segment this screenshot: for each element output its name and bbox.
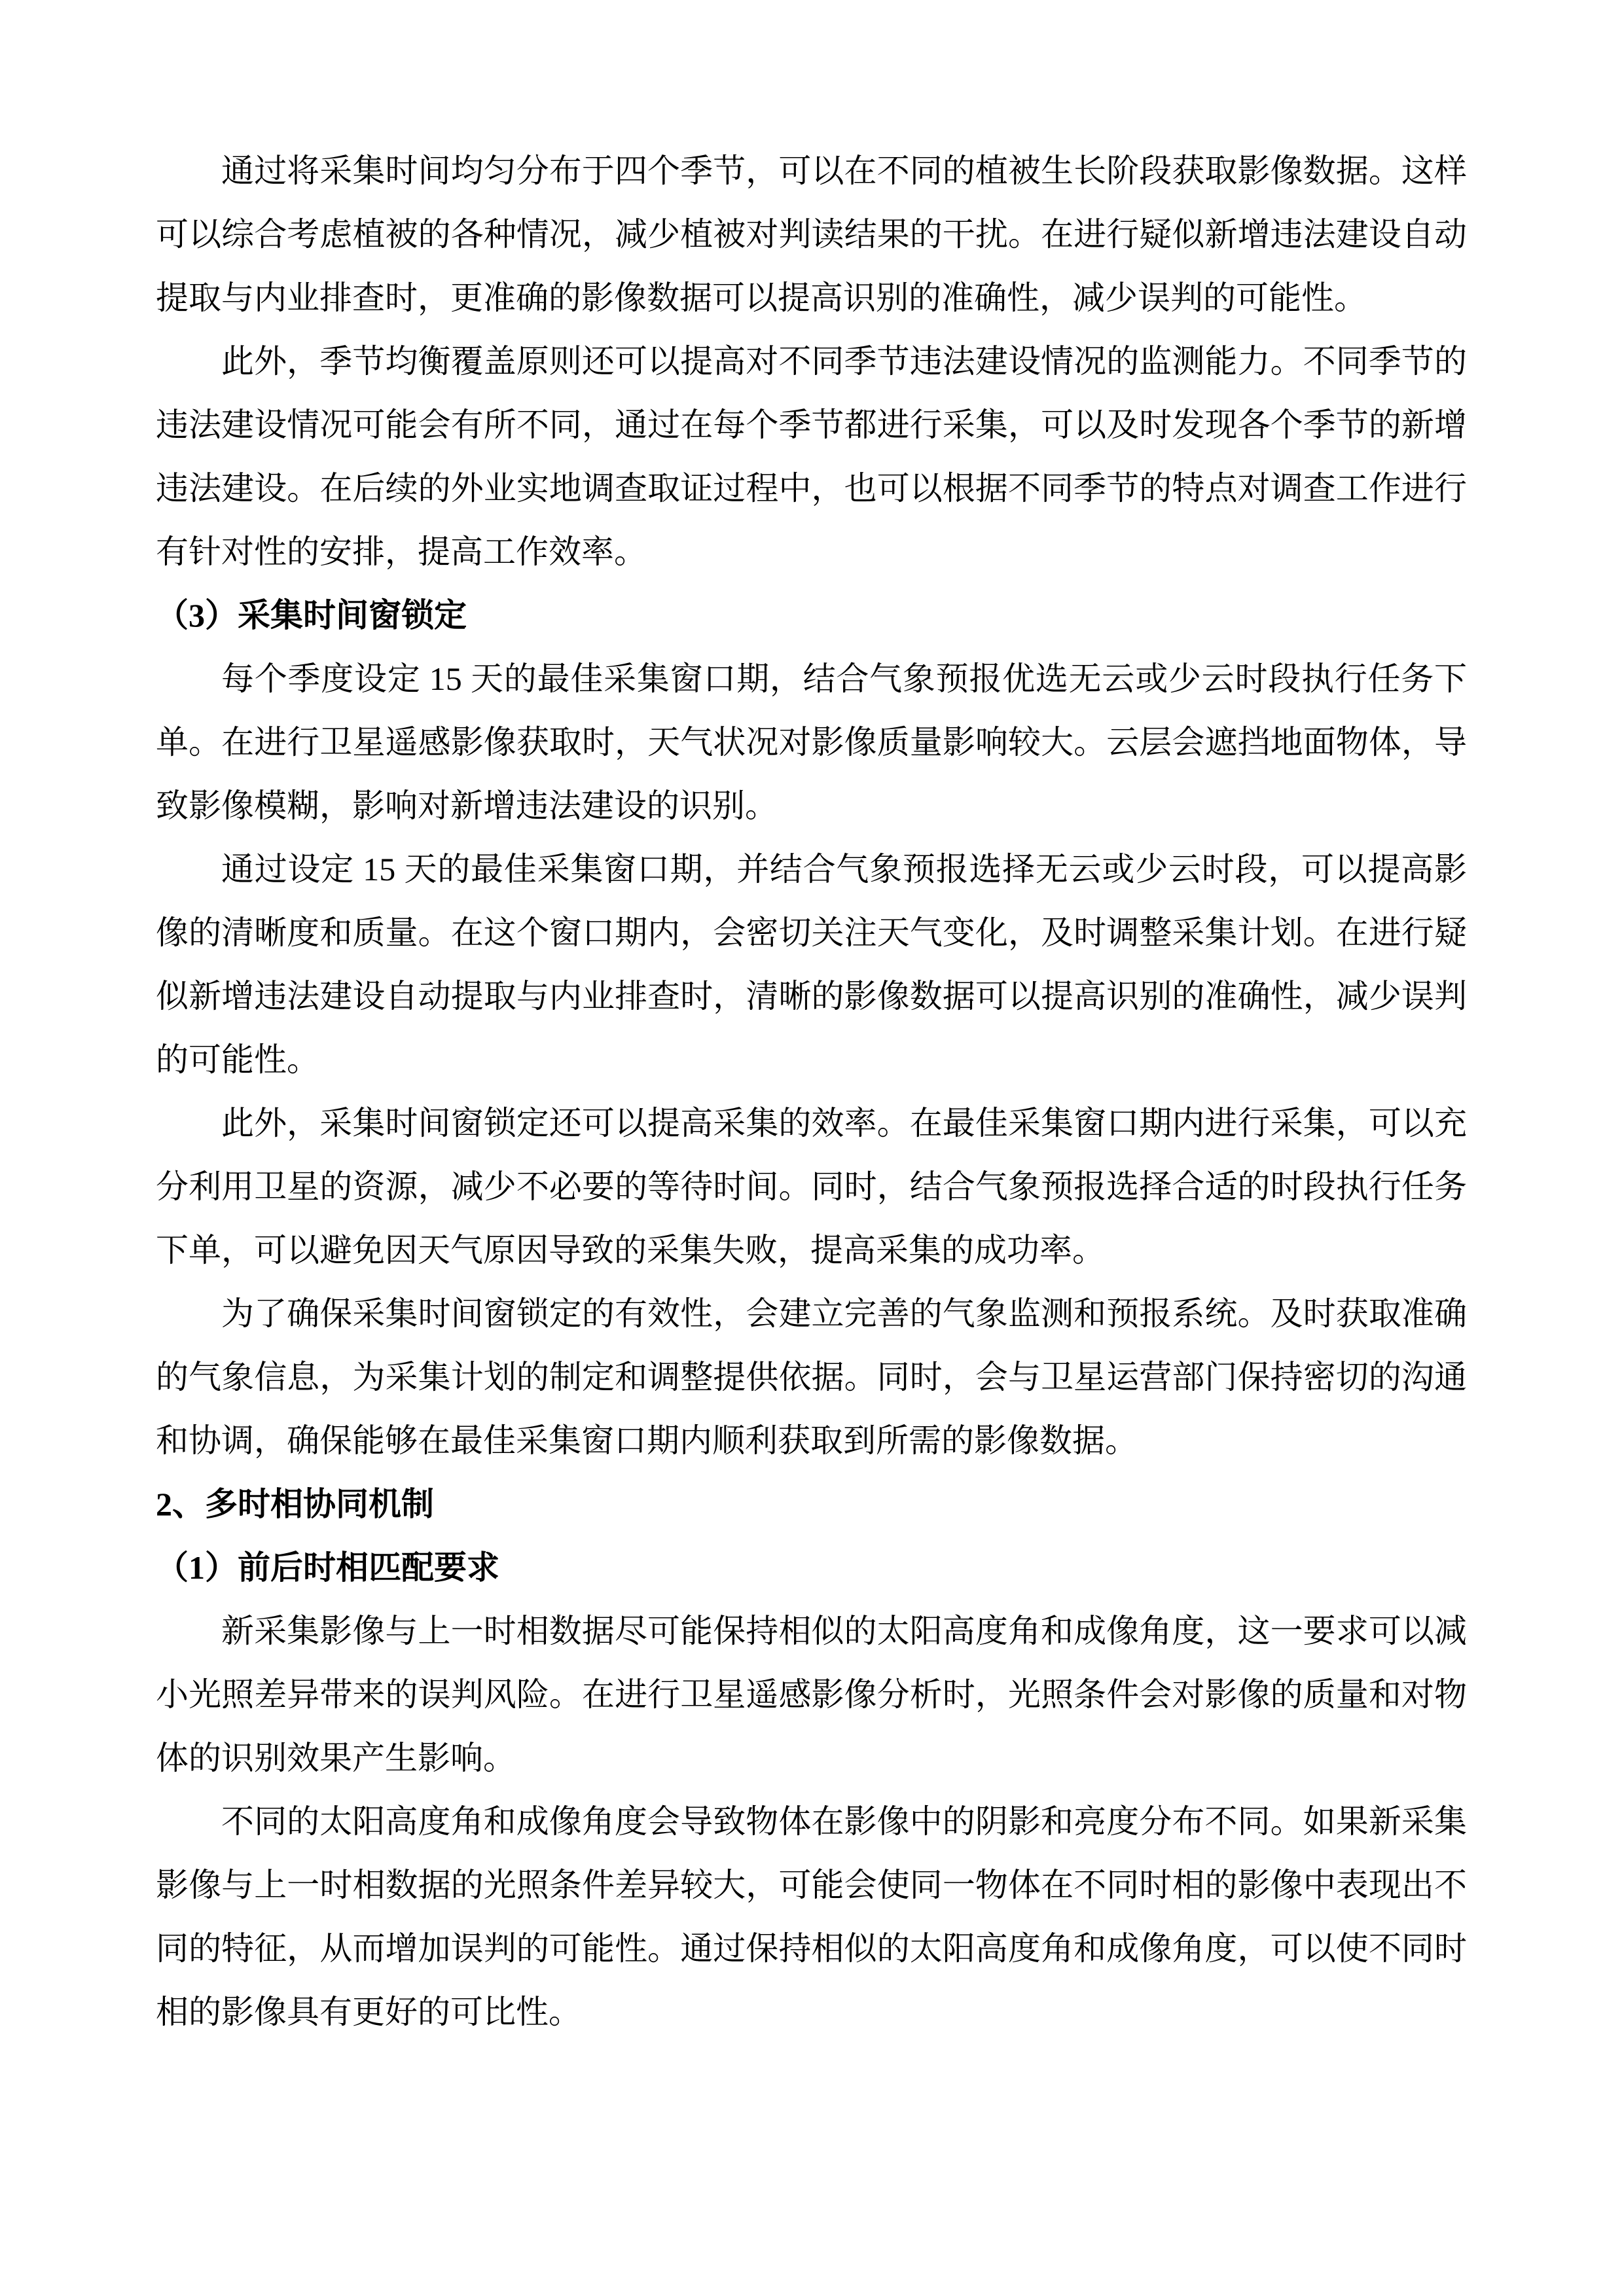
- paragraph-window-clarity: 通过设定 15 天的最佳采集窗口期，并结合气象预报选择无云或少云时段，可以提高影像的清晰度和质量。在这个窗口期内，会密切关注天气变化，及时调整采集计划。在进行疑似新增违法建设自动提取与内业排查时，清晰的影像数据可以提高识别的准确性，减少误判的可能性。: [156, 851, 1467, 1078]
- paragraph-shadow-brightness-difference: 不同的太阳高度角和成像角度会导致物体在影像中的阴影和亮度分布不同。如果新采集影像与上一时相数据的光照条件差异较大，可能会使同一物体在不同时相的影像中表现出不同的特征，从而增加误判的可能性。通过保持相似的太阳高度角和成像角度，可以使不同时相的影像具有更好的可比性。: [156, 1803, 1467, 2030]
- paragraph-season-monitoring: 此外，季节均衡覆盖原则还可以提高对不同季节违法建设情况的监测能力。不同季节的违法建设情况可能会有所不同，通过在每个季节都进行采集，可以及时发现各个季节的新增违法建设。在后续的外业实地调查取证过程中，也可以根据不同季节的特点对调查工作进行有针对性的安排，提高工作效率。: [156, 343, 1467, 570]
- paragraph-window-15-days: 每个季度设定 15 天的最佳采集窗口期，结合气象预报优选无云或少云时段执行任务下单。在进行卫星遥感影像获取时，天气状况对影像质量影响较大。云层会遮挡地面物体，导致影像模糊，影响对新增违法建设的识别。: [156, 660, 1467, 824]
- heading-phase-matching-requirement: （1）前后时相匹配要求: [156, 1549, 499, 1586]
- paragraph-window-efficiency: 此外，采集时间窗锁定还可以提高采集的效率。在最佳采集窗口期内进行采集，可以充分利用卫星的资源，减少不必要的等待时间。同时，结合气象预报选择合适的时段执行任务下单，可以避免因天气原因导致的采集失败，提高采集的成功率。: [156, 1105, 1467, 1268]
- paragraph-weather-monitoring-system: 为了确保采集时间窗锁定的有效性，会建立完善的气象监测和预报系统。及时获取准确的气象信息，为采集计划的制定和调整提供依据。同时，会与卫星运营部门保持密切的沟通和协调，确保能够在最佳采集窗口期内顺利获取到所需的影像数据。: [156, 1295, 1467, 1459]
- paragraph-sun-angle-matching: 新采集影像与上一时相数据尽可能保持相似的太阳高度角和成像角度，这一要求可以减小光照差异带来的误判风险。在进行卫星遥感影像分析时，光照条件会对影像的质量和对物体的识别效果产生影响。: [156, 1613, 1467, 1776]
- paragraph-season-distribution: 通过将采集时间均匀分布于四个季节，可以在不同的植被生长阶段获取影像数据。这样可以综合考虑植被的各种情况，减少植被对判读结果的干扰。在进行疑似新增违法建设自动提取与内业排查时，更准确的影像数据可以提高识别的准确性，减少误判的可能性。: [156, 152, 1467, 316]
- heading-collection-time-window: （3）采集时间窗锁定: [156, 597, 467, 634]
- heading-multi-temporal-mechanism: 2、多时相协同机制: [156, 1486, 434, 1522]
